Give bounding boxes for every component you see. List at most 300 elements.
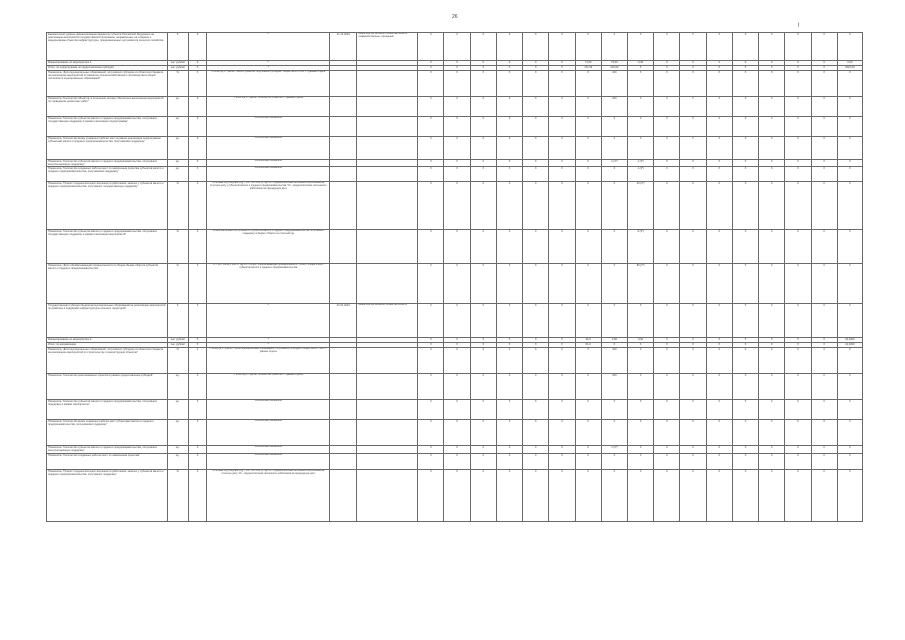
method-cell: X bbox=[207, 338, 330, 343]
value-cell: X bbox=[654, 338, 680, 343]
value-cell: X bbox=[444, 264, 470, 304]
value-cell: X bbox=[837, 304, 862, 338]
value-cell: X bbox=[470, 97, 496, 117]
value-cell: X bbox=[706, 374, 732, 400]
value-cell: X bbox=[706, 182, 732, 230]
value-cell: X bbox=[496, 304, 522, 338]
value-cell: X bbox=[759, 97, 785, 117]
value-cell: X bbox=[811, 420, 837, 446]
value-cell: X bbox=[837, 446, 862, 454]
value-cell: 34,2000 bbox=[837, 338, 862, 343]
method-cell: Абсолютный показатель bbox=[207, 400, 330, 420]
value-cell: X bbox=[759, 167, 785, 182]
value-cell: X bbox=[523, 374, 549, 400]
value-cell: X bbox=[811, 470, 837, 522]
value-cell: X bbox=[496, 446, 522, 454]
value-cell: X bbox=[680, 374, 706, 400]
value-cell: X bbox=[549, 230, 575, 264]
code-cell: X bbox=[188, 338, 207, 343]
value-cell: X bbox=[444, 66, 470, 71]
value-cell: X bbox=[785, 182, 811, 230]
value-cell: X bbox=[706, 71, 732, 97]
value-cell: X bbox=[811, 182, 837, 230]
table-body bbox=[47, 33, 863, 522]
value-cell: X bbox=[575, 71, 601, 97]
value-cell: X bbox=[470, 167, 496, 182]
value-cell: X bbox=[654, 230, 680, 264]
value-cell: X bbox=[732, 470, 758, 522]
code-cell: X bbox=[188, 66, 207, 71]
value-cell: X bbox=[496, 264, 522, 304]
value-cell: X bbox=[601, 420, 627, 446]
value-cell: X bbox=[575, 33, 601, 61]
value-cell: X bbox=[732, 454, 758, 470]
value-cell: X bbox=[785, 66, 811, 71]
value-cell: X bbox=[732, 446, 758, 454]
value-cell: X bbox=[706, 137, 732, 160]
value-cell: X bbox=[470, 33, 496, 61]
method-cell: X 2019 год X - расчёт: число субъектов, получивших субсидию / общее число x 100 X - данные отдела bbox=[207, 71, 330, 97]
table-row bbox=[47, 71, 863, 97]
value-cell: X bbox=[523, 264, 549, 304]
value-cell: X bbox=[732, 343, 758, 348]
value-cell: X bbox=[575, 264, 601, 304]
value-cell: X bbox=[628, 446, 654, 454]
date-cell bbox=[330, 374, 357, 400]
value-cell: X bbox=[680, 470, 706, 522]
value-cell: X bbox=[680, 348, 706, 374]
value-cell: X bbox=[575, 304, 601, 338]
value-cell: X bbox=[732, 304, 758, 338]
table-row bbox=[47, 454, 863, 470]
value-cell: X bbox=[759, 264, 785, 304]
value-cell: X bbox=[549, 182, 575, 230]
value-cell: X bbox=[549, 117, 575, 137]
value-cell: X bbox=[444, 338, 470, 343]
value-cell: X bbox=[706, 160, 732, 167]
value-cell: X bbox=[470, 348, 496, 374]
value-cell: X bbox=[811, 446, 837, 454]
code-cell: X bbox=[188, 160, 207, 167]
row-name-cell: Показатель "Доля обрабатывающей промышленности в общем объеме оборота субъектов малого и среднего предпринимательства" bbox=[47, 264, 168, 304]
code-cell: X bbox=[188, 264, 207, 304]
value-cell: X bbox=[444, 61, 470, 66]
method-cell: X 2019 год X - расчёт: количество объектов X - данные отдела bbox=[207, 97, 330, 117]
value-cell: 171,00 bbox=[575, 66, 601, 71]
value-cell: X bbox=[654, 160, 680, 167]
value-cell: X bbox=[575, 167, 601, 182]
value-cell: X bbox=[732, 338, 758, 343]
value-cell: X bbox=[706, 348, 732, 374]
value-cell: X bbox=[418, 348, 444, 374]
value-cell: X bbox=[444, 454, 470, 470]
executor-cell: Министерство сельского хозяйства области, подведомственные учреждения bbox=[357, 33, 418, 61]
date-cell: 01.01.2019 bbox=[330, 304, 357, 338]
value-cell: X bbox=[496, 117, 522, 137]
value-cell: X bbox=[785, 97, 811, 117]
value-cell: X bbox=[575, 117, 601, 137]
value-cell: X bbox=[680, 137, 706, 160]
value-cell: X bbox=[680, 446, 706, 454]
value-cell: X bbox=[811, 348, 837, 374]
code-cell: X bbox=[188, 97, 207, 117]
executor-cell bbox=[357, 470, 418, 522]
unit-cell: % bbox=[167, 230, 188, 264]
value-cell: X bbox=[785, 446, 811, 454]
value-cell: X bbox=[418, 304, 444, 338]
value-cell: X bbox=[654, 304, 680, 338]
value-cell: X bbox=[601, 182, 627, 230]
value-cell: X bbox=[418, 182, 444, 230]
value-cell: X bbox=[418, 454, 444, 470]
value-cell: 41,2000 bbox=[837, 343, 862, 348]
value-cell: X bbox=[785, 137, 811, 160]
value-cell: X bbox=[444, 182, 470, 230]
table-row bbox=[47, 182, 863, 230]
value-cell: 71,00 bbox=[575, 61, 601, 66]
value-cell: X bbox=[470, 66, 496, 71]
code-cell: X bbox=[188, 33, 207, 61]
executor-cell bbox=[357, 167, 418, 182]
value-cell: X bbox=[837, 160, 862, 167]
value-cell: X bbox=[837, 71, 862, 97]
value-cell: X bbox=[628, 470, 654, 522]
value-cell: X bbox=[575, 470, 601, 522]
value-cell: X bbox=[523, 446, 549, 454]
value-cell: X bbox=[680, 117, 706, 137]
value-cell: X bbox=[680, 66, 706, 71]
row-name-cell: Показатель "Количество вновь созданных рабочих мест в рамках реализации подпрограммы субъектами малого и среднего предпринимательства, получившими поддержку" bbox=[47, 137, 168, 160]
value-cell: X bbox=[759, 71, 785, 97]
value-cell: X bbox=[549, 304, 575, 338]
value-cell: X bbox=[523, 160, 549, 167]
unit-cell: ед. bbox=[167, 374, 188, 400]
unit-cell: тыс. рублей bbox=[167, 343, 188, 348]
value-cell: X bbox=[759, 117, 785, 137]
value-cell: 0,00 bbox=[628, 61, 654, 66]
code-cell: X bbox=[188, 470, 207, 522]
value-cell: X bbox=[785, 343, 811, 348]
value-cell: X bbox=[496, 61, 522, 66]
value-cell: X bbox=[601, 230, 627, 264]
value-cell: X bbox=[732, 374, 758, 400]
page-number: 26 bbox=[452, 14, 458, 20]
value-cell: 1 (3*) bbox=[628, 167, 654, 182]
value-cell: X bbox=[706, 338, 732, 343]
code-cell: X bbox=[188, 420, 207, 446]
row-name-cell: Показатель "Количество субъектов малого и среднего предпринимательства, получивших консультационную поддержку" bbox=[47, 160, 168, 167]
value-cell: 9 (3*) bbox=[628, 230, 654, 264]
value-cell: X bbox=[759, 470, 785, 522]
value-cell: X bbox=[601, 343, 627, 348]
table-row bbox=[47, 264, 863, 304]
value-cell: X bbox=[732, 400, 758, 420]
value-cell: X bbox=[811, 374, 837, 400]
value-cell: X bbox=[837, 348, 862, 374]
date-cell bbox=[330, 97, 357, 117]
value-cell: 0,00 bbox=[628, 338, 654, 343]
value-cell: X bbox=[628, 343, 654, 348]
value-cell: X bbox=[496, 71, 522, 97]
value-cell: X bbox=[575, 446, 601, 454]
value-cell: X bbox=[837, 117, 862, 137]
value-cell: X bbox=[523, 454, 549, 470]
value-cell: X bbox=[706, 454, 732, 470]
value-cell: X bbox=[470, 343, 496, 348]
value-cell: X bbox=[523, 348, 549, 374]
value-cell: 0,00 bbox=[601, 338, 627, 343]
row-name-cell: Показатель "Количество реализованных проектов в рамках предоставления субсидий" bbox=[47, 374, 168, 400]
value-cell: X bbox=[444, 33, 470, 61]
value-cell: X bbox=[444, 470, 470, 522]
value-cell: X bbox=[785, 348, 811, 374]
executor-cell bbox=[357, 71, 418, 97]
executor-cell bbox=[357, 454, 418, 470]
value-cell: X bbox=[759, 33, 785, 61]
value-cell: X bbox=[785, 71, 811, 97]
value-cell: X bbox=[680, 71, 706, 97]
value-cell: X bbox=[732, 117, 758, 137]
value-cell: X bbox=[759, 160, 785, 167]
value-cell: X bbox=[759, 338, 785, 343]
value-cell: X bbox=[444, 117, 470, 137]
value-cell: X bbox=[523, 66, 549, 71]
table-row bbox=[47, 160, 863, 167]
value-cell: X bbox=[418, 160, 444, 167]
value-cell: X bbox=[496, 420, 522, 446]
value-cell: X bbox=[496, 97, 522, 117]
value-cell: X bbox=[496, 33, 522, 61]
date-cell bbox=[330, 167, 357, 182]
value-cell: X bbox=[628, 137, 654, 160]
value-cell: X bbox=[575, 97, 601, 117]
row-name-cell: Итого: по направлению bbox=[47, 343, 168, 348]
value-cell: X bbox=[811, 338, 837, 343]
value-cell: X bbox=[732, 71, 758, 97]
value-cell: X bbox=[837, 374, 862, 400]
value-cell: X bbox=[628, 66, 654, 71]
value-cell: X bbox=[759, 454, 785, 470]
value-cell: X bbox=[418, 343, 444, 348]
value-cell: X bbox=[444, 71, 470, 97]
value-cell: X bbox=[575, 230, 601, 264]
value-cell: X bbox=[759, 304, 785, 338]
value-cell: X bbox=[444, 167, 470, 182]
row-name-cell: Показатель "Прирост среднесписочной численности работников, занятых у субъектов малого и среднего предпринимательства, получивших поддержку" bbox=[47, 470, 168, 522]
value-cell: X bbox=[444, 348, 470, 374]
value-cell: X bbox=[628, 117, 654, 137]
value-cell: X bbox=[496, 374, 522, 400]
executor-cell bbox=[357, 348, 418, 374]
value-cell: X bbox=[575, 400, 601, 420]
value-cell: X bbox=[470, 338, 496, 343]
code-cell: X bbox=[188, 446, 207, 454]
value-cell: X bbox=[444, 400, 470, 420]
method-cell: X bbox=[207, 66, 330, 71]
value-cell: X bbox=[837, 97, 862, 117]
unit-cell: % bbox=[167, 470, 188, 522]
table-row bbox=[47, 304, 863, 338]
value-cell: X bbox=[680, 264, 706, 304]
value-cell: X bbox=[444, 420, 470, 446]
value-cell: 100 bbox=[601, 374, 627, 400]
value-cell: X bbox=[601, 304, 627, 338]
value-cell: X bbox=[575, 348, 601, 374]
method-cell: Абсолютный показатель bbox=[207, 454, 330, 470]
date-cell bbox=[330, 446, 357, 454]
value-cell: X bbox=[680, 61, 706, 66]
value-cell: X bbox=[680, 230, 706, 264]
value-cell: X bbox=[470, 230, 496, 264]
value-cell: X bbox=[785, 470, 811, 522]
value-cell: X bbox=[785, 33, 811, 61]
corner-mark: l bbox=[798, 23, 800, 29]
value-cell: X bbox=[759, 230, 785, 264]
value-cell: X bbox=[811, 343, 837, 348]
value-cell: X bbox=[654, 117, 680, 137]
value-cell: X bbox=[654, 446, 680, 454]
value-cell: X bbox=[549, 374, 575, 400]
table-row bbox=[47, 446, 863, 454]
value-cell: X bbox=[654, 137, 680, 160]
value-cell: X bbox=[601, 117, 627, 137]
value-cell: X bbox=[470, 400, 496, 420]
value-cell: X bbox=[418, 374, 444, 400]
method-cell: X bbox=[207, 33, 330, 61]
value-cell: X bbox=[523, 61, 549, 66]
value-cell: X bbox=[654, 264, 680, 304]
value-cell: X bbox=[680, 343, 706, 348]
method-cell: X bbox=[207, 343, 330, 348]
value-cell: X bbox=[601, 400, 627, 420]
value-cell: X bbox=[811, 137, 837, 160]
value-cell: X bbox=[706, 167, 732, 182]
value-cell: X bbox=[549, 338, 575, 343]
table-row bbox=[47, 348, 863, 374]
method-cell: X 2019 год X - расчёт: количество проектов X - данные отдела bbox=[207, 374, 330, 400]
value-cell: X bbox=[706, 304, 732, 338]
value-cell: X bbox=[418, 117, 444, 137]
value-cell: X bbox=[444, 343, 470, 348]
executor-cell bbox=[357, 160, 418, 167]
unit-cell: % bbox=[167, 71, 188, 97]
value-cell: X bbox=[575, 454, 601, 470]
row-name-cell: Показатель "Количество субъектов малого и среднего предпринимательства, получивших государственную поддержку в рамках реализации подпрограммы" bbox=[47, 117, 168, 137]
value-cell: X bbox=[601, 33, 627, 61]
code-cell: X bbox=[188, 182, 207, 230]
value-cell: X bbox=[759, 182, 785, 230]
value-cell: X bbox=[785, 338, 811, 343]
unit-cell: ед. bbox=[167, 97, 188, 117]
executor-cell bbox=[357, 264, 418, 304]
code-cell: X bbox=[188, 304, 207, 338]
value-cell: X bbox=[732, 97, 758, 117]
value-cell: X bbox=[732, 420, 758, 446]
date-cell bbox=[330, 470, 357, 522]
value-cell: X bbox=[706, 420, 732, 446]
row-name-cell: Показатель "Количество субъектов малого и среднего предпринимательства, получивших консультационную поддержку" bbox=[47, 446, 168, 454]
value-cell: 61,0 bbox=[575, 343, 601, 348]
value-cell: X bbox=[496, 66, 522, 71]
value-cell: X bbox=[549, 264, 575, 304]
value-cell: X bbox=[654, 97, 680, 117]
value-cell: X bbox=[418, 338, 444, 343]
executor-cell bbox=[357, 97, 418, 117]
code-cell: X bbox=[188, 71, 207, 97]
value-cell: X bbox=[601, 167, 627, 182]
value-cell: X bbox=[418, 167, 444, 182]
method-cell: О = Оп / Ообщ x 100 %, где Оп - оборот обрабатывающей промышленности; Ообщ - общий оборот субъектов малого и среднего предпринимательства bbox=[207, 264, 330, 304]
value-cell: X bbox=[654, 400, 680, 420]
value-cell: X bbox=[759, 446, 785, 454]
value-cell: X bbox=[785, 264, 811, 304]
method-cell: Абсолютный показатель bbox=[207, 137, 330, 160]
value-cell: 100 bbox=[601, 71, 627, 97]
value-cell: X bbox=[523, 167, 549, 182]
value-cell: X bbox=[628, 400, 654, 420]
value-cell: X bbox=[523, 420, 549, 446]
value-cell: X bbox=[549, 470, 575, 522]
value-cell: X bbox=[837, 470, 862, 522]
value-cell: X bbox=[732, 264, 758, 304]
value-cell: X bbox=[496, 454, 522, 470]
code-cell: X bbox=[188, 348, 207, 374]
row-name-cell: Итого: по подпрограмме по предоставлению субсидий bbox=[47, 66, 168, 71]
value-cell: X bbox=[628, 33, 654, 61]
document-table-wrapper bbox=[46, 32, 863, 522]
value-cell: X bbox=[654, 374, 680, 400]
date-cell bbox=[330, 117, 357, 137]
code-cell: X bbox=[188, 374, 207, 400]
code-cell: X bbox=[188, 230, 207, 264]
value-cell: X bbox=[785, 160, 811, 167]
value-cell: X bbox=[628, 71, 654, 97]
value-cell: X bbox=[444, 97, 470, 117]
value-cell: X bbox=[549, 167, 575, 182]
value-cell: X bbox=[549, 33, 575, 61]
value-cell: X bbox=[523, 230, 549, 264]
value-cell: X bbox=[418, 264, 444, 304]
unit-cell: % bbox=[167, 264, 188, 304]
value-cell: X bbox=[785, 420, 811, 446]
row-name-cell: Государственная субсидия бюджетам муниципальных образований на реализацию мероприятий по развитию и поддержке инфраструктуры сельских территорий bbox=[47, 304, 168, 338]
value-cell: X bbox=[628, 304, 654, 338]
table-row bbox=[47, 230, 863, 264]
value-cell: X bbox=[496, 470, 522, 522]
value-cell: X bbox=[470, 446, 496, 454]
value-cell: X bbox=[575, 374, 601, 400]
value-cell: X bbox=[549, 61, 575, 66]
value-cell: X bbox=[732, 167, 758, 182]
value-cell: X bbox=[811, 117, 837, 137]
value-cell: X bbox=[418, 230, 444, 264]
date-cell bbox=[330, 137, 357, 160]
row-name-cell: Финансирование по мероприятию 1 bbox=[47, 61, 168, 66]
table-row bbox=[47, 400, 863, 420]
value-cell: X bbox=[418, 400, 444, 420]
value-cell: X bbox=[523, 71, 549, 97]
unit-cell: ед. bbox=[167, 400, 188, 420]
value-cell: X bbox=[837, 420, 862, 446]
code-cell: X bbox=[188, 117, 207, 137]
date-cell bbox=[330, 230, 357, 264]
value-cell: X bbox=[654, 167, 680, 182]
value-cell: X bbox=[759, 343, 785, 348]
value-cell: X bbox=[680, 182, 706, 230]
value-cell: X bbox=[418, 446, 444, 454]
unit-cell: ед. bbox=[167, 454, 188, 470]
value-cell: X bbox=[523, 400, 549, 420]
